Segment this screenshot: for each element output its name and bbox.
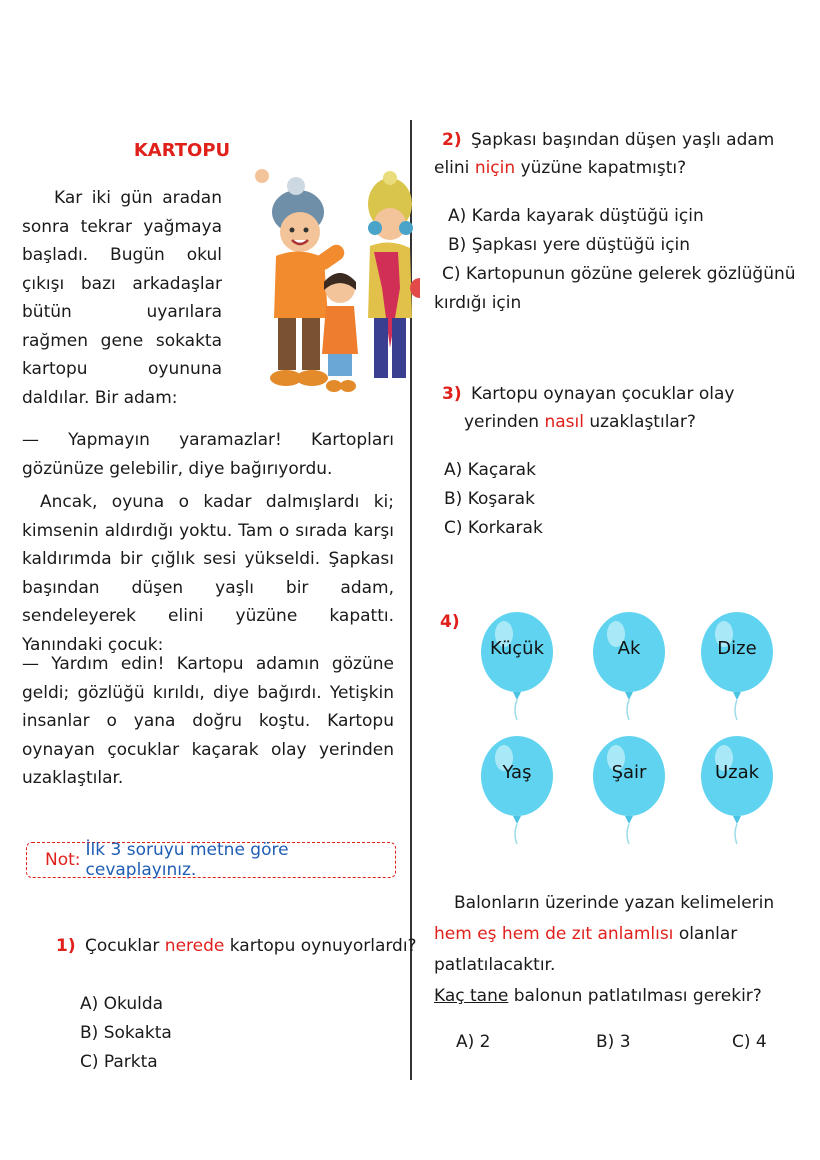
question-4 — [440, 608, 464, 636]
question-4-option-a[interactable]: A) 2 — [456, 1032, 491, 1052]
balloon-1[interactable] — [480, 612, 554, 722]
question-3-text-end: uzaklaştılar? — [589, 412, 696, 432]
question-4-text-end: olanlar patlatılacaktır. — [434, 924, 738, 975]
balloon-icon — [700, 736, 774, 846]
question-3 — [442, 380, 734, 408]
question-3-line-2 — [464, 408, 696, 436]
option-c-continued: kırdığı için — [434, 293, 522, 313]
question-2 — [442, 126, 774, 154]
story-paragraph-2: Ancak, oyuna o kadar dalmışlardı ki; kimsenin aldırdığı yoktu. Tam o sırada karşı kaldırımda bir çığlık sesi yükseldi. Şapkası başından düşen yaşlı bir adam, sendeleyerek elini yüzüne kapattı. Yanındaki çocuk: — [22, 492, 394, 655]
question-1-text-end: kartopu oynuyorlardı? — [229, 936, 417, 956]
question-1-text-start: Çocuklar — [85, 936, 160, 956]
question-4-text — [434, 888, 810, 1012]
balloon-2[interactable] — [592, 612, 666, 722]
option-b[interactable]: B) Şapkası yere düştüğü için — [448, 235, 691, 255]
instruction-note — [26, 842, 396, 878]
note-label: Not: — [45, 850, 81, 870]
question-3-text-start: yerinden — [464, 412, 540, 432]
story-paragraph-3: — Yardım edin! Kartopu adamın gözüne geldi; gözlüğü kırıldı, diye bağırdı. Yetişkin insanlar o yana doğru koştu. Kartopu oynayan çocuklar kaçarak olay yerinden uzaklaştılar. — [22, 654, 394, 788]
question-4-option-c[interactable]: C) 4 — [732, 1032, 767, 1052]
question-2-number: 2) — [442, 130, 462, 150]
question-1-number: 1) — [56, 936, 76, 956]
question-2-text-end: yüzüne kapatmıştı? — [520, 158, 687, 178]
balloon-icon — [592, 736, 666, 846]
balloon-word: Şair — [611, 762, 647, 783]
balloon-5[interactable] — [592, 736, 666, 846]
balloon-icon — [700, 612, 774, 722]
balloon-3[interactable] — [700, 612, 774, 722]
option-a[interactable]: A) Kaçarak — [444, 460, 536, 480]
option-c[interactable]: C) Kartopunun gözüne gelerek gözlüğünü — [442, 264, 796, 284]
option-a[interactable]: A) Karda kayarak düştüğü için — [448, 206, 704, 226]
question-2-text-start: elini — [434, 158, 470, 178]
question-4-underlined: Kaç tane — [434, 986, 509, 1006]
option-c[interactable]: C) Korkarak — [444, 518, 543, 538]
balloon-word: Küçük — [489, 638, 545, 659]
option-b[interactable]: B) Koşarak — [444, 489, 535, 509]
balloon-icon — [592, 612, 666, 722]
balloon-icon — [480, 736, 554, 846]
question-1-keyword: nerede — [164, 936, 225, 956]
question-2-line-1: Şapkası başından düşen yaşlı adam — [471, 130, 775, 150]
option-c[interactable]: C) Parkta — [80, 1052, 158, 1072]
balloon-word: Uzak — [714, 762, 760, 783]
question-4-number: 4) — [440, 612, 460, 632]
question-1-options — [80, 990, 172, 1077]
balloon-word: Yaş — [502, 762, 532, 783]
question-3-number: 3) — [442, 384, 462, 404]
question-4-question: balonun patlatılması gerekir? — [513, 986, 762, 1006]
question-1 — [56, 932, 417, 960]
balloon-4[interactable] — [480, 736, 554, 846]
kids-playing-illustration — [250, 168, 420, 408]
question-4-option-b[interactable]: B) 3 — [596, 1032, 631, 1052]
question-3-keyword: nasıl — [544, 412, 584, 432]
note-text: İlk 3 soruyu metne göre cevaplayınız. — [85, 840, 289, 880]
story-intro: Kar iki gün aradan sonra tekrar yağmaya başladı. Bugün okul çıkışı bazı arkadaşlar bütün uyarılara rağmen gene sokakta kartopu oyununa daldılar. Bir adam: — [22, 188, 222, 408]
question-3-options — [444, 456, 543, 543]
option-a[interactable]: A) Okulda — [80, 994, 164, 1014]
story-title: KARTOPU — [133, 140, 231, 161]
question-2-keyword: niçin — [474, 158, 516, 178]
balloon-6[interactable] — [700, 736, 774, 846]
story-paragraph-1: — Yapmayın yaramazlar! Kartopları gözünüze gelebilir, diye bağırıyordu. — [22, 430, 394, 479]
balloon-word: Ak — [617, 638, 641, 659]
balloon-word: Dize — [717, 638, 757, 659]
balloon-icon — [480, 612, 554, 722]
question-4-keyword: hem eş hem de zıt anlamlısı — [434, 924, 674, 944]
question-2-line-2 — [434, 154, 686, 182]
option-b[interactable]: B) Sokakta — [80, 1023, 172, 1043]
question-4-text-start: Balonların üzerinde yazan kelimelerin — [454, 893, 775, 913]
question-3-line-1: Kartopu oynayan çocuklar olay — [471, 384, 735, 404]
question-2-options — [434, 202, 804, 318]
